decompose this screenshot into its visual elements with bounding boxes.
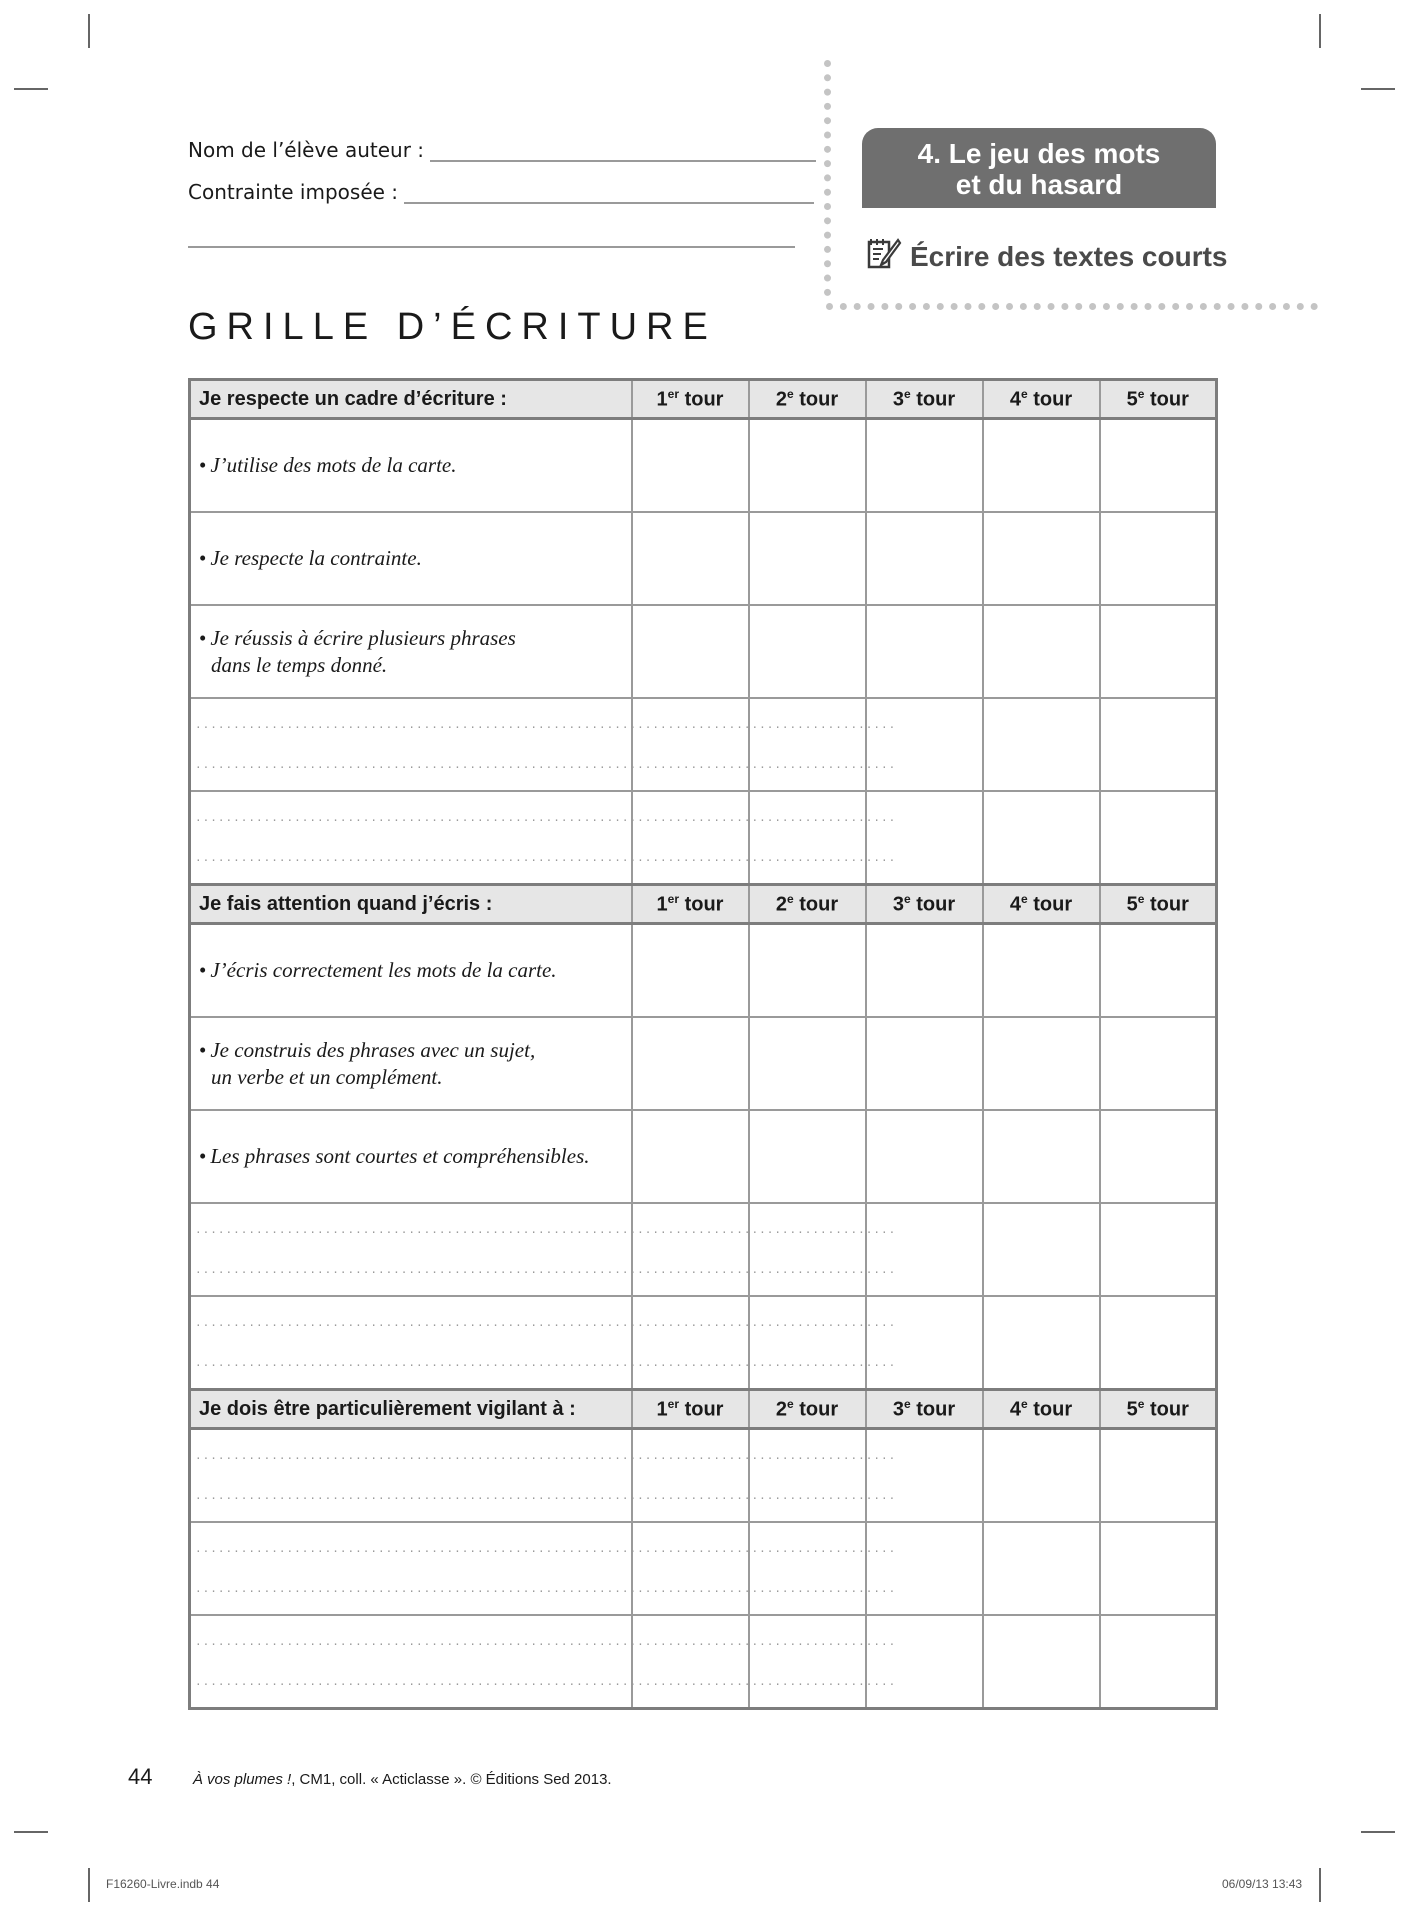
tour-header: 3e tour — [866, 1390, 983, 1429]
check-cell[interactable] — [749, 1522, 866, 1615]
check-cell[interactable] — [866, 1296, 983, 1390]
check-cell[interactable] — [866, 924, 983, 1018]
blank-criteria-row — [190, 1429, 1217, 1523]
dotted-line: ............................................................................................ — [195, 1674, 897, 1688]
check-cell[interactable] — [866, 1203, 983, 1296]
check-cell[interactable] — [632, 1017, 749, 1110]
check-cell[interactable] — [1100, 791, 1217, 885]
check-cell[interactable] — [632, 924, 749, 1018]
dotted-line: ............................................................................................ — [195, 717, 897, 731]
check-cell[interactable] — [1100, 605, 1217, 698]
crop-mark — [1361, 1831, 1395, 1833]
chapter-tag-line: et du hasard — [955, 169, 1123, 200]
tour-header: 2e tour — [749, 1390, 866, 1429]
blank-criteria-field[interactable] — [190, 698, 897, 791]
check-cell[interactable] — [866, 512, 983, 605]
check-cell[interactable] — [632, 1429, 749, 1523]
check-cell[interactable] — [983, 1110, 1100, 1203]
page-footer — [128, 1764, 612, 1790]
check-cell[interactable] — [632, 1296, 749, 1390]
criteria-row — [190, 1110, 1217, 1203]
blank-criteria-field[interactable] — [190, 1522, 897, 1615]
tour-header: 3e tour — [866, 885, 983, 924]
author-input-line[interactable] — [430, 138, 816, 162]
criteria-row — [190, 924, 1217, 1018]
criteria-row — [190, 419, 1217, 513]
criteria-label: • Les phrases sont courtes et compréhensibles. — [190, 1110, 632, 1203]
section-header-row — [190, 1390, 1217, 1429]
check-cell[interactable] — [983, 1203, 1100, 1296]
check-cell[interactable] — [866, 419, 983, 513]
check-cell[interactable] — [983, 1615, 1100, 1709]
check-cell[interactable] — [749, 605, 866, 698]
check-cell[interactable] — [749, 791, 866, 885]
check-cell[interactable] — [749, 1429, 866, 1523]
criteria-label: • J’écris correctement les mots de la carte. — [190, 924, 632, 1018]
blank-criteria-row — [190, 1615, 1217, 1709]
book-title: À vos plumes ! — [192, 1771, 292, 1788]
constraint-field — [188, 180, 814, 204]
dotted-line: ............................................................................................ — [195, 1315, 897, 1329]
dotted-line: ............................................................................................ — [195, 1448, 897, 1462]
slug-date: 06/09/13 13:43 — [1222, 1877, 1303, 1891]
dotted-line: ............................................................................................ — [195, 1355, 897, 1369]
check-cell[interactable] — [749, 1017, 866, 1110]
section-header-row — [190, 380, 1217, 419]
constraint-label: Contrainte imposée : — [188, 180, 399, 204]
check-cell[interactable] — [866, 1522, 983, 1615]
dotted-line: ............................................................................................ — [195, 850, 897, 864]
author-label: Nom de l’élève auteur : — [188, 138, 425, 162]
check-cell[interactable] — [983, 791, 1100, 885]
check-cell[interactable] — [749, 698, 866, 791]
citation — [193, 1771, 612, 1788]
dotted-divider — [826, 303, 1318, 310]
crop-mark — [14, 88, 48, 90]
tour-header: 1er tour — [632, 1390, 749, 1429]
tour-header: 4e tour — [983, 885, 1100, 924]
author-field — [188, 138, 816, 162]
criteria-label: • Je réussis à écrire plusieurs phrases dans le temps donné. — [190, 605, 632, 698]
section-header-row — [190, 885, 1217, 924]
check-cell[interactable] — [866, 1017, 983, 1110]
criteria-row — [190, 605, 1217, 698]
writing-grid — [188, 378, 1218, 1710]
criteria-label: • Je construis des phrases avec un sujet, un verbe et un complément. — [190, 1017, 632, 1110]
crop-mark — [1319, 14, 1321, 48]
dotted-line: ............................................................................................ — [195, 757, 897, 771]
check-cell[interactable] — [632, 791, 749, 885]
check-cell[interactable] — [632, 419, 749, 513]
check-cell[interactable] — [866, 605, 983, 698]
blank-criteria-row — [190, 791, 1217, 885]
check-cell[interactable] — [749, 924, 866, 1018]
check-cell[interactable] — [749, 512, 866, 605]
check-cell[interactable] — [1100, 924, 1217, 1018]
check-cell[interactable] — [866, 1110, 983, 1203]
dotted-line: ............................................................................................ — [195, 1541, 897, 1555]
check-cell[interactable] — [1100, 1017, 1217, 1110]
check-cell[interactable] — [866, 1429, 983, 1523]
tour-header: 5e tour — [1100, 1390, 1217, 1429]
check-cell[interactable] — [983, 419, 1100, 513]
blank-criteria-field[interactable] — [190, 1203, 897, 1296]
blank-criteria-field[interactable] — [190, 1429, 897, 1523]
pencil-notepad-icon — [866, 236, 902, 277]
check-cell[interactable] — [632, 1110, 749, 1203]
criteria-row — [190, 512, 1217, 605]
check-cell[interactable] — [1100, 512, 1217, 605]
chapter-subtitle-block — [866, 236, 1228, 277]
tour-header: 4e tour — [983, 1390, 1100, 1429]
tour-header: 5e tour — [1100, 885, 1217, 924]
check-cell[interactable] — [749, 419, 866, 513]
blank-criteria-row — [190, 1296, 1217, 1390]
check-cell[interactable] — [983, 605, 1100, 698]
dotted-line: ............................................................................................ — [195, 1634, 897, 1648]
check-cell[interactable] — [632, 1615, 749, 1709]
check-cell[interactable] — [1100, 698, 1217, 791]
blank-criteria-row — [190, 1203, 1217, 1296]
tour-header: 5e tour — [1100, 380, 1217, 419]
chapter-tag — [862, 128, 1216, 208]
dotted-line: ............................................................................................ — [195, 1488, 897, 1502]
tour-header: 2e tour — [749, 380, 866, 419]
check-cell[interactable] — [1100, 1296, 1217, 1390]
page-title: GRILLE D’ÉCRITURE — [188, 306, 717, 348]
check-cell[interactable] — [983, 1429, 1100, 1523]
check-cell[interactable] — [632, 605, 749, 698]
crop-mark — [1319, 1868, 1321, 1902]
section-heading: Je respecte un cadre d’écriture : — [190, 380, 632, 419]
chapter-subtitle: Écrire des textes courts — [910, 240, 1228, 272]
section-heading: Je dois être particulièrement vigilant à : — [190, 1390, 632, 1429]
criteria-label: • J’utilise des mots de la carte. — [190, 419, 632, 513]
dotted-divider — [824, 60, 831, 296]
criteria-label: • Je respecte la contrainte. — [190, 512, 632, 605]
check-cell[interactable] — [983, 698, 1100, 791]
page-number: 44 — [128, 1764, 153, 1789]
tour-header: 3e tour — [866, 380, 983, 419]
citation-text: , CM1, coll. « Acticlasse ». © Éditions Sed 2013. — [291, 1771, 612, 1788]
crop-mark — [1361, 88, 1395, 90]
extra-input-line[interactable] — [188, 246, 795, 248]
check-cell[interactable] — [983, 1522, 1100, 1615]
chapter-tag-line: 4. Le jeu des mots — [917, 138, 1161, 169]
check-cell[interactable] — [1100, 1110, 1217, 1203]
check-cell[interactable] — [749, 1110, 866, 1203]
check-cell[interactable] — [632, 512, 749, 605]
check-cell[interactable] — [632, 1203, 749, 1296]
blank-criteria-field[interactable] — [190, 1615, 897, 1709]
crop-mark — [14, 1831, 48, 1833]
dotted-line: ............................................................................................ — [195, 1581, 897, 1595]
check-cell[interactable] — [1100, 419, 1217, 513]
check-cell[interactable] — [1100, 1203, 1217, 1296]
check-cell[interactable] — [983, 512, 1100, 605]
check-cell[interactable] — [1100, 1429, 1217, 1523]
chapter-tag-text — [862, 138, 1216, 200]
dotted-line: ............................................................................................ — [195, 1262, 897, 1276]
check-cell[interactable] — [866, 791, 983, 885]
section-heading: Je fais attention quand j’écris : — [190, 885, 632, 924]
check-cell[interactable] — [749, 1296, 866, 1390]
check-cell[interactable] — [866, 698, 983, 791]
check-cell[interactable] — [632, 1522, 749, 1615]
blank-criteria-row — [190, 698, 1217, 791]
slug-file: F16260-Livre.indb 44 — [106, 1877, 220, 1891]
dotted-line: ............................................................................................ — [195, 1222, 897, 1236]
dotted-line: ............................................................................................ — [195, 810, 897, 824]
tour-header: 2e tour — [749, 885, 866, 924]
criteria-row — [190, 1017, 1217, 1110]
blank-criteria-field[interactable] — [190, 1296, 897, 1390]
check-cell[interactable] — [632, 698, 749, 791]
blank-criteria-row — [190, 1522, 1217, 1615]
check-cell[interactable] — [983, 924, 1100, 1018]
check-cell[interactable] — [983, 1296, 1100, 1390]
crop-mark — [88, 1868, 90, 1902]
check-cell[interactable] — [1100, 1615, 1217, 1709]
check-cell[interactable] — [1100, 1522, 1217, 1615]
check-cell[interactable] — [866, 1615, 983, 1709]
check-cell[interactable] — [983, 1017, 1100, 1110]
tour-header: 4e tour — [983, 380, 1100, 419]
check-cell[interactable] — [749, 1615, 866, 1709]
constraint-input-line[interactable] — [404, 180, 814, 204]
check-cell[interactable] — [749, 1203, 866, 1296]
tour-header: 1er tour — [632, 380, 749, 419]
crop-mark — [88, 14, 90, 48]
blank-criteria-field[interactable] — [190, 791, 897, 885]
tour-header: 1er tour — [632, 885, 749, 924]
